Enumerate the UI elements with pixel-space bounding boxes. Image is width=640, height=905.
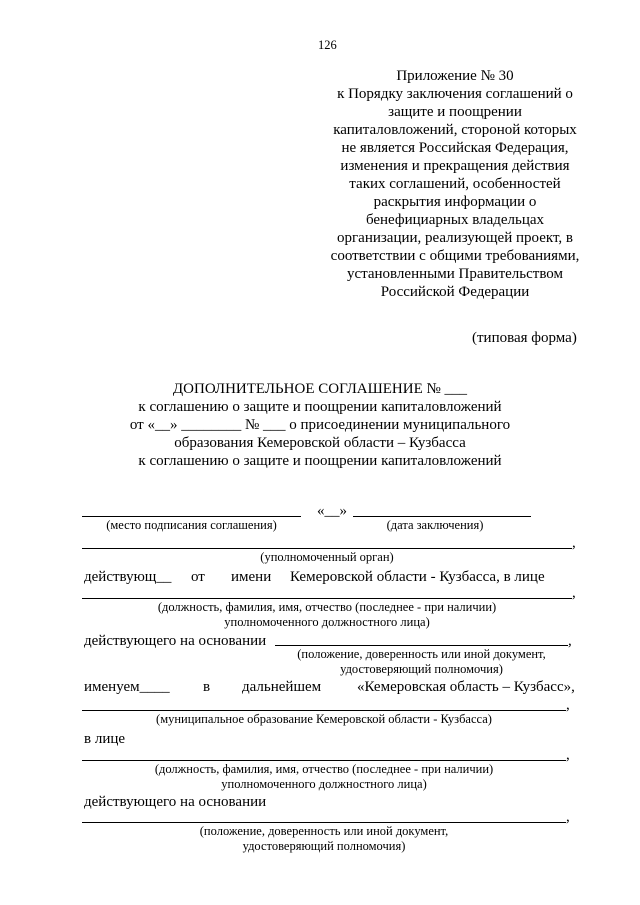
appendix-line: Российской Федерации: [380, 284, 530, 300]
acting-word-4: Кемеровской области - Кузбасса, в лице: [290, 569, 545, 585]
named-word-4: «Кемеровская область – Кузбасс»,: [357, 679, 575, 695]
basis-caption-line-1: (положение, доверенность или иной документ,: [297, 647, 546, 661]
appendix-line: изменения и прекращения действия: [340, 158, 570, 174]
date-field-line[interactable]: [353, 516, 531, 517]
basis2-caption: [82, 824, 566, 854]
basis-field-line[interactable]: [275, 645, 568, 646]
official-caption-line-2: уполномоченного должностного лица): [224, 615, 430, 629]
page-number: 126: [318, 38, 337, 52]
official2-caption: [82, 762, 566, 792]
named-word-2: в: [203, 679, 211, 695]
basis2-field-line[interactable]: [82, 822, 566, 823]
appendix-line: установленными Правительством: [346, 266, 564, 282]
appendix-line: капиталовложений, стороной которых: [333, 122, 577, 138]
comma: ,: [572, 585, 576, 601]
official-caption: [82, 600, 572, 630]
comma: ,: [566, 697, 570, 713]
appendix-line: таких соглашений, особенностей: [349, 176, 561, 192]
official2-caption-line-1: (должность, фамилия, имя, отчество (последнее - при наличии): [154, 762, 494, 776]
appendix-line: Приложение № 30: [396, 68, 514, 84]
comma: ,: [566, 809, 570, 825]
official-caption-line-1: (должность, фамилия, имя, отчество (последнее - при наличии): [157, 600, 497, 614]
appendix-line: бенефициарных владельцах: [365, 212, 545, 228]
title-line-2: к соглашению о защите и поощрении капиталовложений: [138, 399, 502, 415]
acting-word-3: имени: [231, 569, 272, 585]
basis-caption-line-2: удостоверяющий полномочия): [340, 662, 503, 676]
acting-word-1: действующ__: [84, 569, 172, 585]
named-word-1: именуем____: [84, 679, 170, 695]
acting-word-2: от: [191, 569, 205, 585]
person-label: в лице: [84, 731, 126, 747]
date-caption: (дата заключения): [386, 518, 484, 532]
appendix-line: не является Российская Федерация,: [341, 140, 569, 156]
appendix-line: раскрытия информации о: [373, 194, 537, 210]
comma: ,: [572, 535, 576, 551]
official-field-line[interactable]: [82, 598, 572, 599]
named-word-3: дальнейшем: [242, 679, 322, 695]
title-line-3: от «__» ________ № ___ о присоединении муниципального: [129, 417, 511, 433]
place-field-line[interactable]: [82, 516, 301, 517]
comma: ,: [568, 633, 572, 649]
municipal-caption: (муниципальное образование Кемеровской области - Кузбасса): [156, 712, 492, 726]
basis-caption: [275, 647, 568, 677]
date-day-marker: «__»: [317, 503, 347, 519]
municipal-field-line[interactable]: [82, 710, 566, 711]
title-line-5: к соглашению о защите и поощрении капиталовложений: [138, 453, 502, 469]
appendix-block: [330, 67, 580, 301]
place-caption: (место подписания соглашения): [106, 518, 277, 532]
appendix-line: соответствии с общими требованиями,: [330, 248, 580, 264]
appendix-line: организации, реализующей проект, в: [337, 230, 573, 246]
authority-field-line[interactable]: [82, 548, 572, 549]
basis-label: действующего на основании: [84, 633, 267, 649]
basis2-caption-line-1: (положение, доверенность или иной документ,: [199, 824, 449, 838]
appendix-line: защите и поощрении: [388, 104, 522, 120]
comma: ,: [566, 747, 570, 763]
form-type-label: (типовая форма): [472, 330, 577, 346]
appendix-line: к Порядку заключения соглашений о: [337, 86, 573, 102]
basis2-label: действующего на основании: [84, 794, 267, 810]
title-line-4: образования Кемеровской области – Кузбасса: [174, 435, 466, 451]
agreement-title: [100, 380, 540, 470]
authority-caption: (уполномоченный орган): [260, 550, 394, 564]
official2-field-line[interactable]: [82, 760, 566, 761]
official2-caption-line-2: уполномоченного должностного лица): [221, 777, 427, 791]
title-line-1: ДОПОЛНИТЕЛЬНОЕ СОГЛАШЕНИЕ № ___: [172, 381, 468, 397]
basis2-caption-line-2: удостоверяющий полномочия): [242, 839, 406, 853]
